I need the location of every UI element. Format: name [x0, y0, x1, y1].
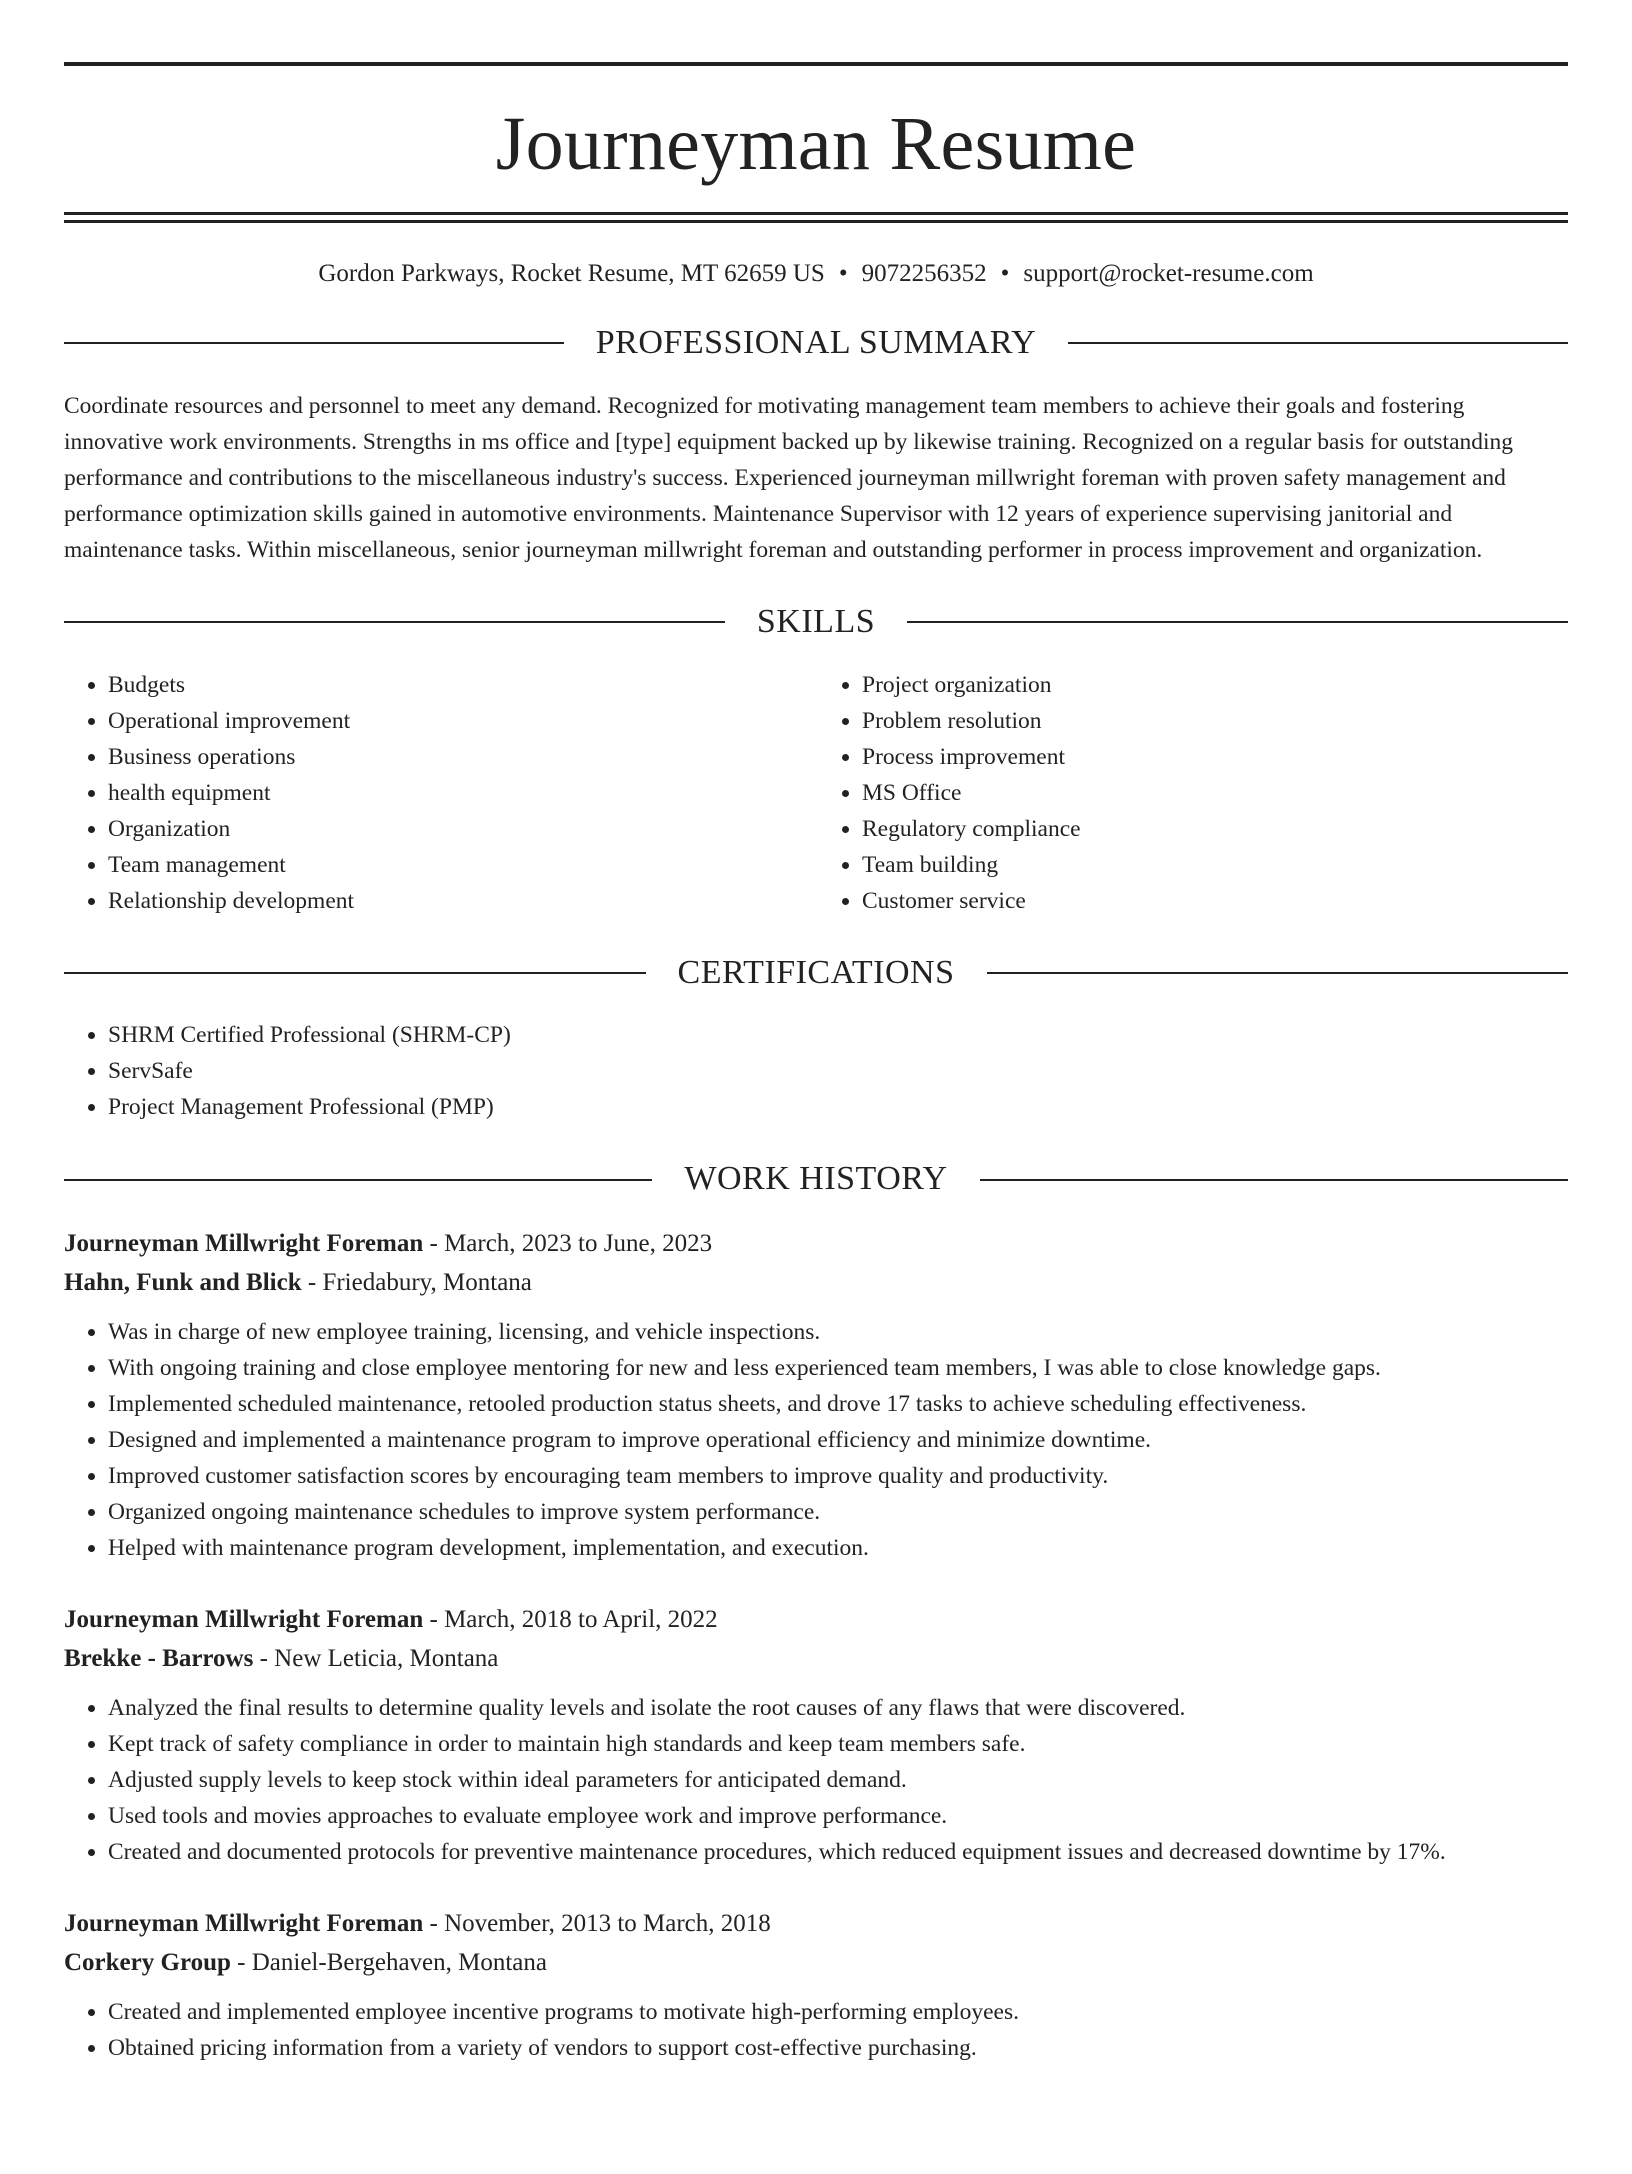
contact-email: support@rocket-resume.com: [1023, 260, 1314, 287]
summary-paragraph: Coordinate resources and personnel to meet any demand. Recognized for motivating management team members to achieve their goals and fostering innovative work environments. Strengths in ms office and [type] equipment backed up by likewise training. Recognized on a regular basis for outstanding performance and contributions to the miscellaneous industry's success. Experienced journeyman millwright foreman with proven safety management and performance optimization skills gained in automotive environments. Maintenance Supervisor with 12 years of experience supervising janitorial and maintenance tasks. Within miscellaneous, senior journeyman millwright foreman and outstanding performer in process improvement and organization.: [64, 392, 1514, 563]
contact-line: [64, 259, 1568, 289]
job-location: Friedabury, Montana: [322, 1269, 532, 1297]
resume-title: Journeyman Resume: [495, 102, 1137, 186]
job-bullet: • Created and implemented employee incentive programs to motivate high-performing employees.: [108, 1994, 1568, 2030]
job-entry: [64, 1904, 1568, 2066]
job-company-line: Hahn, Funk and Blick - Friedabury, Montana: [64, 1269, 532, 1297]
job-title: Journeyman Millwright Foreman: [64, 1910, 424, 1938]
job-dates: November, 2013 to March, 2018: [444, 1910, 771, 1938]
certification-item: • SHRM Certified Professional (SHRM-CP): [108, 1017, 1568, 1053]
section-heading-skills: [64, 602, 1568, 643]
skill-item: • Operational improvement: [108, 703, 816, 739]
skill-item: • Problem resolution: [862, 703, 1568, 739]
certification-item: • ServSafe: [108, 1053, 1568, 1089]
contact-phone: 9072256352: [861, 260, 987, 287]
job-bullets: [64, 1690, 1568, 1870]
heading-rule: [1068, 342, 1568, 344]
section-heading-summary: [64, 323, 1568, 364]
job-bullet: • Analyzed the final results to determine quality levels and isolate the root causes of any flaws that were discovered.: [108, 1690, 1568, 1726]
skill-item: • Business operations: [108, 739, 816, 775]
skill-item: • MS Office: [862, 775, 1568, 811]
skill-item: • Customer service: [862, 883, 1568, 919]
job-company-line: Corkery Group - Daniel-Bergehaven, Montana: [64, 1949, 547, 1977]
job-company: Hahn, Funk and Blick: [64, 1269, 302, 1297]
job-bullet: • Improved customer satisfaction scores by encouraging team members to improve quality and productivity.: [108, 1458, 1568, 1494]
job-bullet: • Organized ongoing maintenance schedules to improve system performance.: [108, 1494, 1568, 1530]
certifications-list: [64, 1017, 1568, 1125]
section-heading-work-history: [64, 1159, 1568, 1200]
job-title: Journeyman Millwright Foreman: [64, 1230, 424, 1258]
contact-separator: •: [838, 260, 848, 287]
contact-address: Gordon Parkways, Rocket Resume, MT 62659 US: [318, 260, 825, 287]
job-bullet: • Adjusted supply levels to keep stock within ideal parameters for anticipated demand.: [108, 1762, 1568, 1798]
heading-rule: [64, 621, 725, 623]
job-title: Journeyman Millwright Foreman: [64, 1606, 424, 1634]
job-company: Corkery Group: [64, 1949, 231, 1977]
skill-item: • Process improvement: [862, 739, 1568, 775]
job-title-line: Journeyman Millwright Foreman - March, 2018 to April, 2022: [64, 1606, 718, 1634]
job-bullet: • Was in charge of new employee training, licensing, and vehicle inspections.: [108, 1314, 1568, 1350]
job-bullets: [64, 1314, 1568, 1566]
job-bullet: • Kept track of safety compliance in order to maintain high standards and keep team members safe.: [108, 1726, 1568, 1762]
job-bullet: • Helped with maintenance program development, implementation, and execution.: [108, 1530, 1568, 1566]
job-entry: [64, 1224, 1568, 1566]
job-bullet: • With ongoing training and close employee mentoring for new and less experienced team members, I was able to close knowledge gaps.: [108, 1350, 1568, 1386]
skill-item: • Budgets: [108, 667, 816, 703]
job-dates: March, 2018 to April, 2022: [444, 1606, 718, 1634]
skill-item: • Project organization: [862, 667, 1568, 703]
skills-list: [64, 667, 1568, 919]
section-heading-text: WORK HISTORY: [684, 1160, 948, 1198]
job-bullet: • Used tools and movies approaches to evaluate employee work and improve performance.: [108, 1798, 1568, 1834]
top-rule: [64, 62, 1568, 66]
job-bullet: • Implemented scheduled maintenance, retooled production status sheets, and drove 17 tasks to achieve scheduling effectiveness.: [108, 1386, 1568, 1422]
job-dates: March, 2023 to June, 2023: [444, 1230, 713, 1258]
job-company: Brekke - Barrows: [64, 1645, 254, 1673]
heading-rule: [987, 972, 1569, 974]
section-heading-text: CERTIFICATIONS: [677, 953, 955, 991]
job-bullet: • Designed and implemented a maintenance program to improve operational efficiency and minimize downtime.: [108, 1422, 1568, 1458]
skill-item: • Organization: [108, 811, 816, 847]
certification-item: • Project Management Professional (PMP): [108, 1089, 1568, 1125]
skill-item: • Regulatory compliance: [862, 811, 1568, 847]
job-bullet: • Created and documented protocols for preventive maintenance procedures, which reduced equipment issues and decreased downtime by 17%.: [108, 1834, 1568, 1870]
skills-column-left: [64, 667, 816, 919]
heading-rule: [907, 621, 1568, 623]
job-company-line: Brekke - Barrows - New Leticia, Montana: [64, 1645, 499, 1673]
skill-item: • Team management: [108, 847, 816, 883]
section-heading-text: PROFESSIONAL SUMMARY: [595, 324, 1037, 361]
job-location: Daniel-Bergehaven, Montana: [251, 1949, 547, 1977]
job-location: New Leticia, Montana: [274, 1645, 499, 1673]
skill-item: • health equipment: [108, 775, 816, 811]
heading-rule: [64, 342, 564, 344]
section-heading-certifications: [64, 953, 1568, 994]
heading-rule: [980, 1179, 1568, 1181]
job-title-line: Journeyman Millwright Foreman - March, 2023 to June, 2023: [64, 1230, 713, 1258]
contact-separator: •: [1000, 260, 1010, 287]
resume-page: [0, 62, 1632, 2174]
job-title-line: Journeyman Millwright Foreman - November, 2013 to March, 2018: [64, 1910, 771, 1938]
title-double-rule: [64, 212, 1568, 223]
job-bullets: [64, 1994, 1568, 2066]
skill-item: • Team building: [862, 847, 1568, 883]
skills-column-right: [816, 667, 1568, 919]
heading-rule: [64, 1179, 652, 1181]
job-bullet: • Obtained pricing information from a variety of vendors to support cost-effective purchasing.: [108, 2030, 1568, 2066]
skill-item: • Relationship development: [108, 883, 816, 919]
heading-rule: [64, 972, 646, 974]
job-entry: [64, 1600, 1568, 1870]
section-heading-text: SKILLS: [756, 602, 876, 640]
